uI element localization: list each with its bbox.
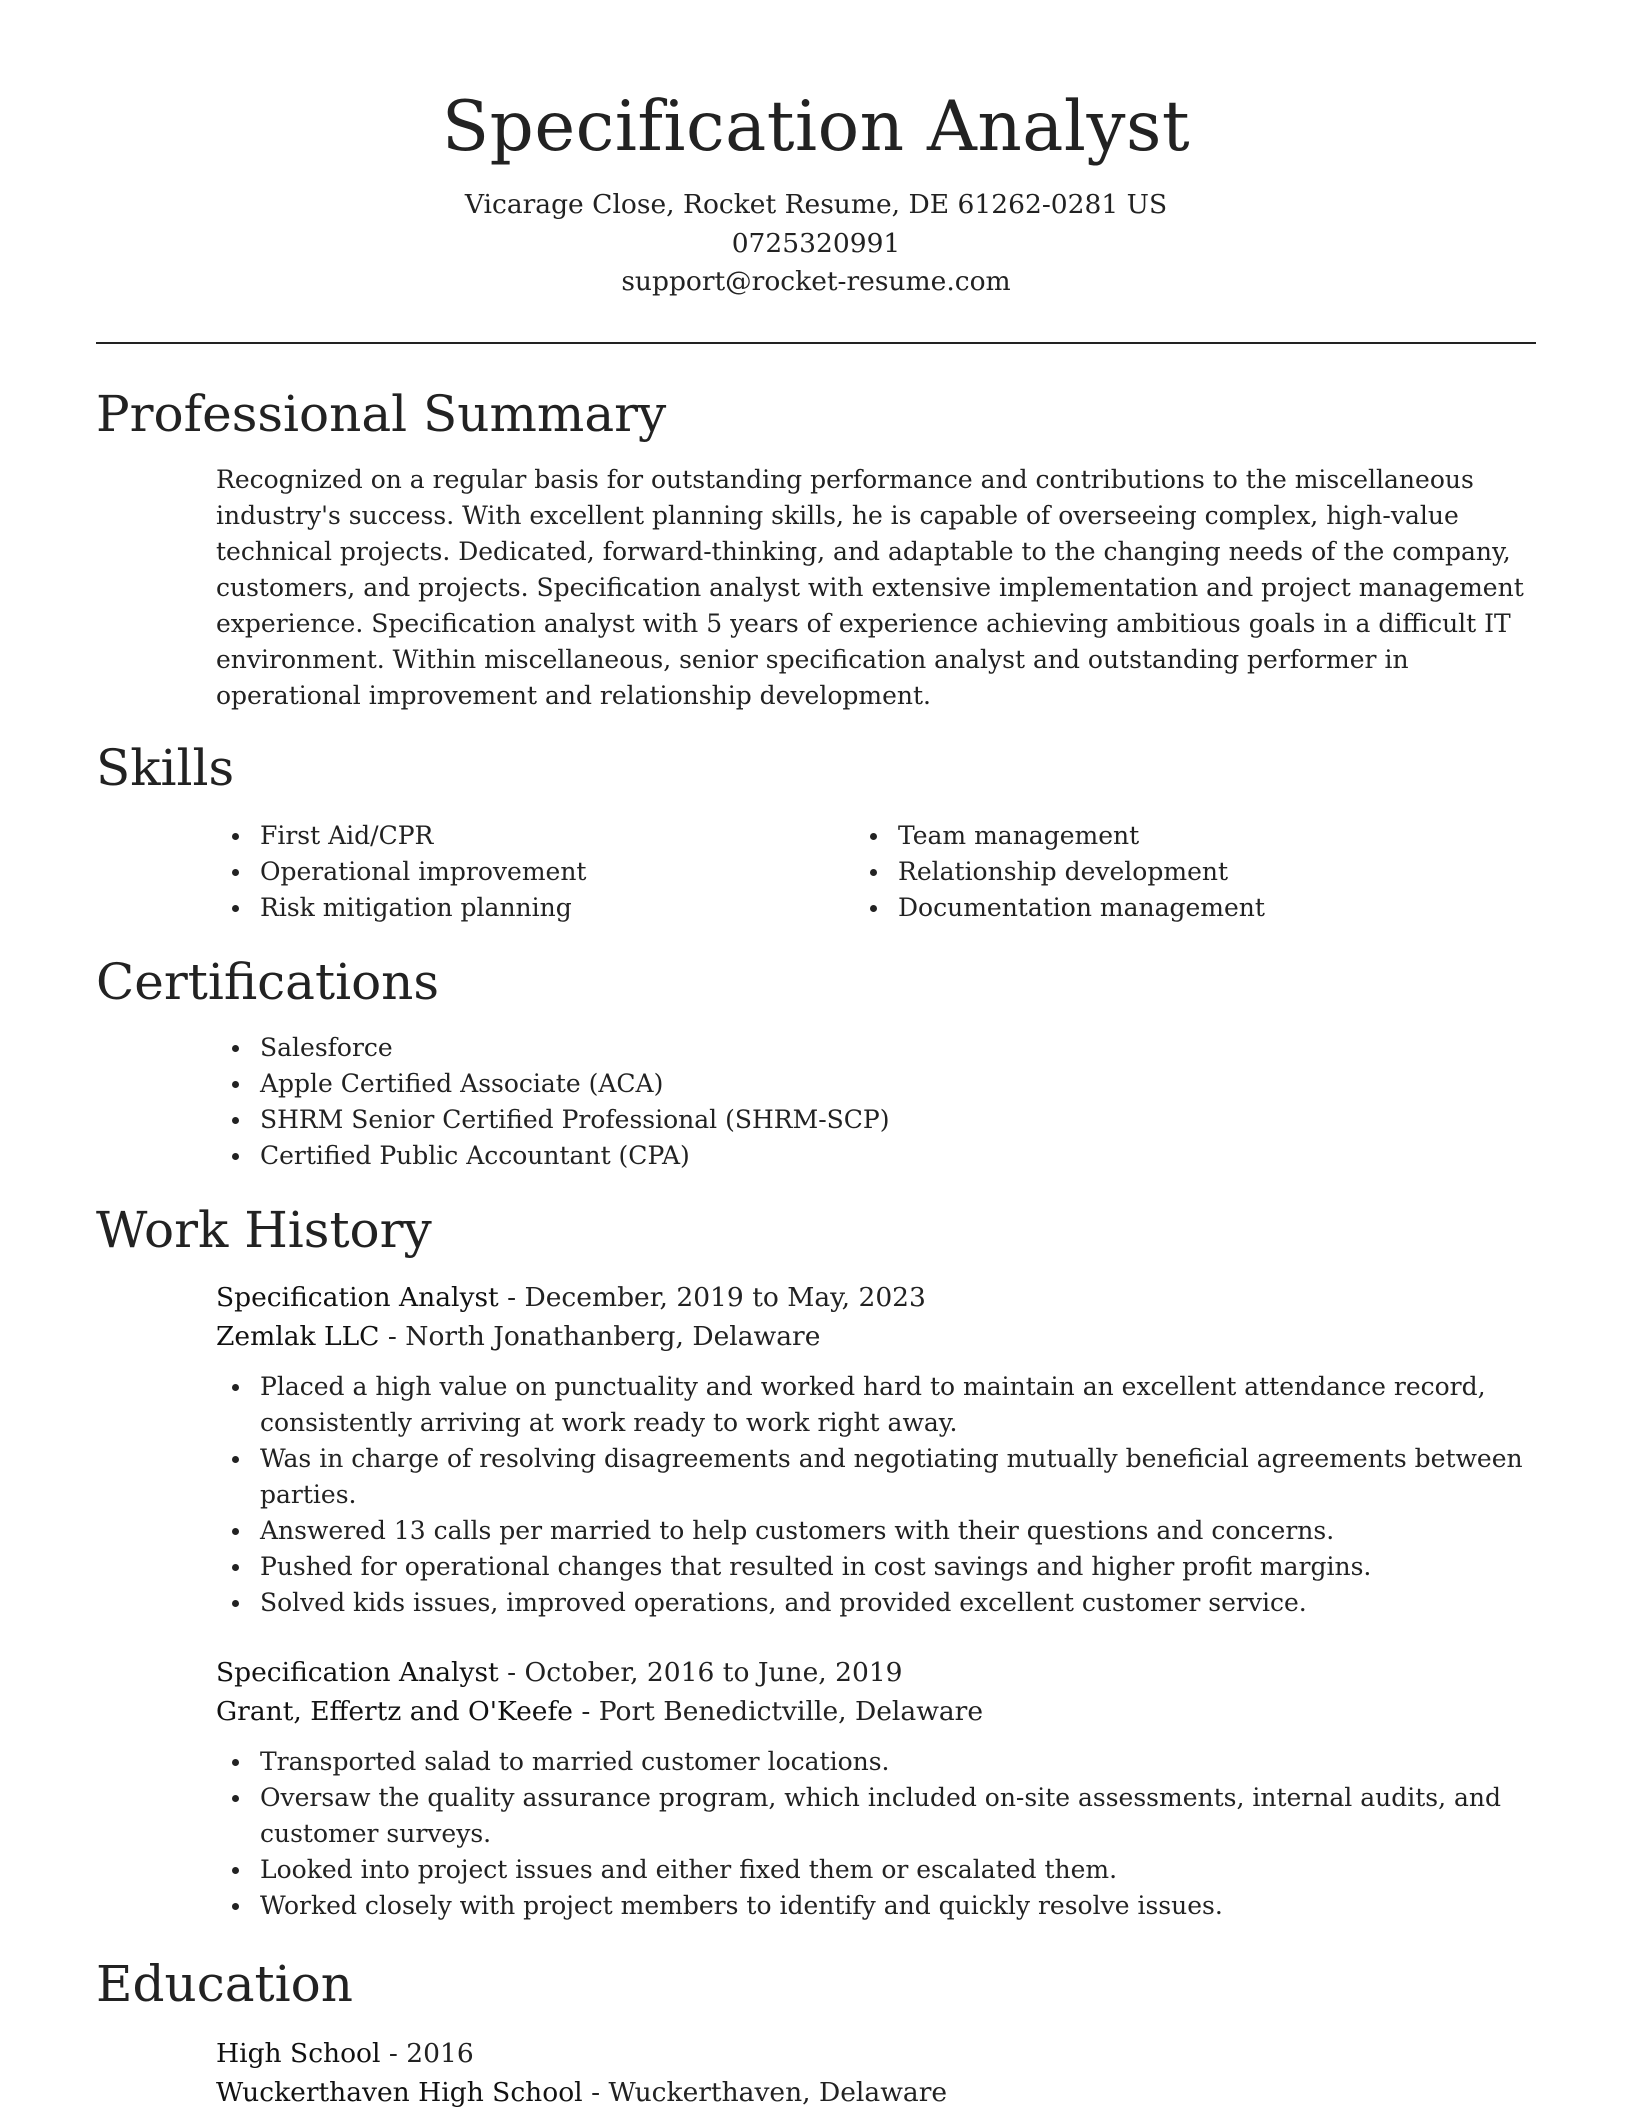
contact-block <box>0 186 1632 302</box>
job-title-line <box>216 1278 1536 1317</box>
summary-heading: Professional Summary <box>96 385 667 443</box>
contact-address: Vicarage Close, Rocket Resume, DE 61262-0281 US <box>464 189 1168 220</box>
skills-heading: Skills <box>96 739 235 797</box>
job-bullet: Worked closely with project members to identify and quickly resolve issues. <box>260 1888 1536 1924</box>
skill-item: Relationship development <box>898 854 1536 890</box>
skill-item: Risk mitigation planning <box>260 890 898 926</box>
job-employer: Zemlak LLC <box>216 1321 380 1352</box>
certifications-list <box>96 1030 1536 1174</box>
education-degree: High School <box>216 2038 381 2069</box>
job-location: - Port Benedictville, Delaware <box>572 1696 984 1727</box>
job-title: Specification Analyst <box>216 1657 499 1688</box>
education-section <box>96 1948 1536 2112</box>
skills-columns <box>96 818 1536 926</box>
job-bullet: Solved kids issues, improved operations, and provided excellent customer service. <box>260 1585 1536 1621</box>
job-bullet: Oversaw the quality assurance program, which included on-site assessments, internal audits, and customer surveys. <box>260 1780 1536 1852</box>
job-employer-line <box>216 1692 1536 1731</box>
certification-item: Apple Certified Associate (ACA) <box>260 1066 1536 1102</box>
education-year: - 2016 <box>380 2038 474 2069</box>
certifications-section <box>96 946 1536 1174</box>
header-divider <box>96 342 1536 344</box>
job-bullets <box>96 1744 1536 1924</box>
job-location: - North Jonathanberg, Delaware <box>379 1321 821 1352</box>
work-history-heading: Work History <box>96 1201 432 1259</box>
job-bullet: Transported salad to married customer locations. <box>260 1744 1536 1780</box>
resume-header <box>0 0 1632 302</box>
skills-list-left <box>96 818 898 926</box>
contact-email: support@rocket-resume.com <box>621 266 1011 297</box>
job-entry <box>96 1653 1536 1924</box>
job-title: Specification Analyst <box>216 1282 499 1313</box>
resume-body <box>96 378 1536 2112</box>
job-bullet: Pushed for operational changes that resulted in cost savings and higher profit margins. <box>260 1549 1536 1585</box>
education-degree-line <box>216 2034 1536 2073</box>
job-employer: Grant, Effertz and O'Keefe <box>216 1696 573 1727</box>
job-employer-line <box>216 1317 1536 1356</box>
work-history-section <box>96 1194 1536 1924</box>
job-bullet: Answered 13 calls per married to help customers with their questions and concerns. <box>260 1513 1536 1549</box>
education-location: - Wuckerthaven, Delaware <box>582 2077 948 2108</box>
certifications-heading: Certifications <box>96 953 440 1011</box>
skill-item: First Aid/CPR <box>260 818 898 854</box>
education-school: Wuckerthaven High School <box>216 2077 583 2108</box>
job-dates: - December, 2019 to May, 2023 <box>498 1282 926 1313</box>
summary-text: Recognized on a regular basis for outstanding performance and contributions to the miscellaneous industry's success. With excellent planning skills, he is capable of overseeing complex, high-value technical projects. Dedicated, forward-thinking, and adaptable to the changing needs of the company, customers, and projects. Specification analyst with extensive implementation and project management experience. Specification analyst with 5 years of experience achieving ambitious goals in a difficult IT environment. Within miscellaneous, senior specification analyst and outstanding performer in operational improvement and relationship development. <box>216 465 1524 710</box>
certification-item: SHRM Senior Certified Professional (SHRM-SCP) <box>260 1102 1536 1138</box>
job-bullet: Looked into project issues and either fixed them or escalated them. <box>260 1852 1536 1888</box>
summary-section <box>96 378 1536 714</box>
education-heading: Education <box>96 1955 353 2013</box>
certification-item: Salesforce <box>260 1030 1536 1066</box>
skill-item: Operational improvement <box>260 854 898 890</box>
job-title-line <box>216 1653 1536 1692</box>
contact-phone: 0725320991 <box>731 227 901 259</box>
education-school-line <box>216 2073 1536 2112</box>
certification-item: Certified Public Accountant (CPA) <box>260 1138 1536 1174</box>
skill-item: Team management <box>898 818 1536 854</box>
job-entry <box>96 1278 1536 1621</box>
skills-section <box>96 732 1536 926</box>
skill-item: Documentation management <box>898 890 1536 926</box>
job-dates: - October, 2016 to June, 2019 <box>498 1657 903 1688</box>
job-bullets <box>96 1369 1536 1621</box>
job-bullet: Placed a high value on punctuality and worked hard to maintain an excellent attendance record, consistently arriving at work ready to work right away. <box>260 1369 1536 1441</box>
education-entry <box>96 2034 1536 2112</box>
candidate-name: Specification Analyst <box>441 87 1191 167</box>
job-bullet: Was in charge of resolving disagreements and negotiating mutually beneficial agreements between parties. <box>260 1441 1536 1513</box>
skills-list-right <box>898 818 1536 926</box>
